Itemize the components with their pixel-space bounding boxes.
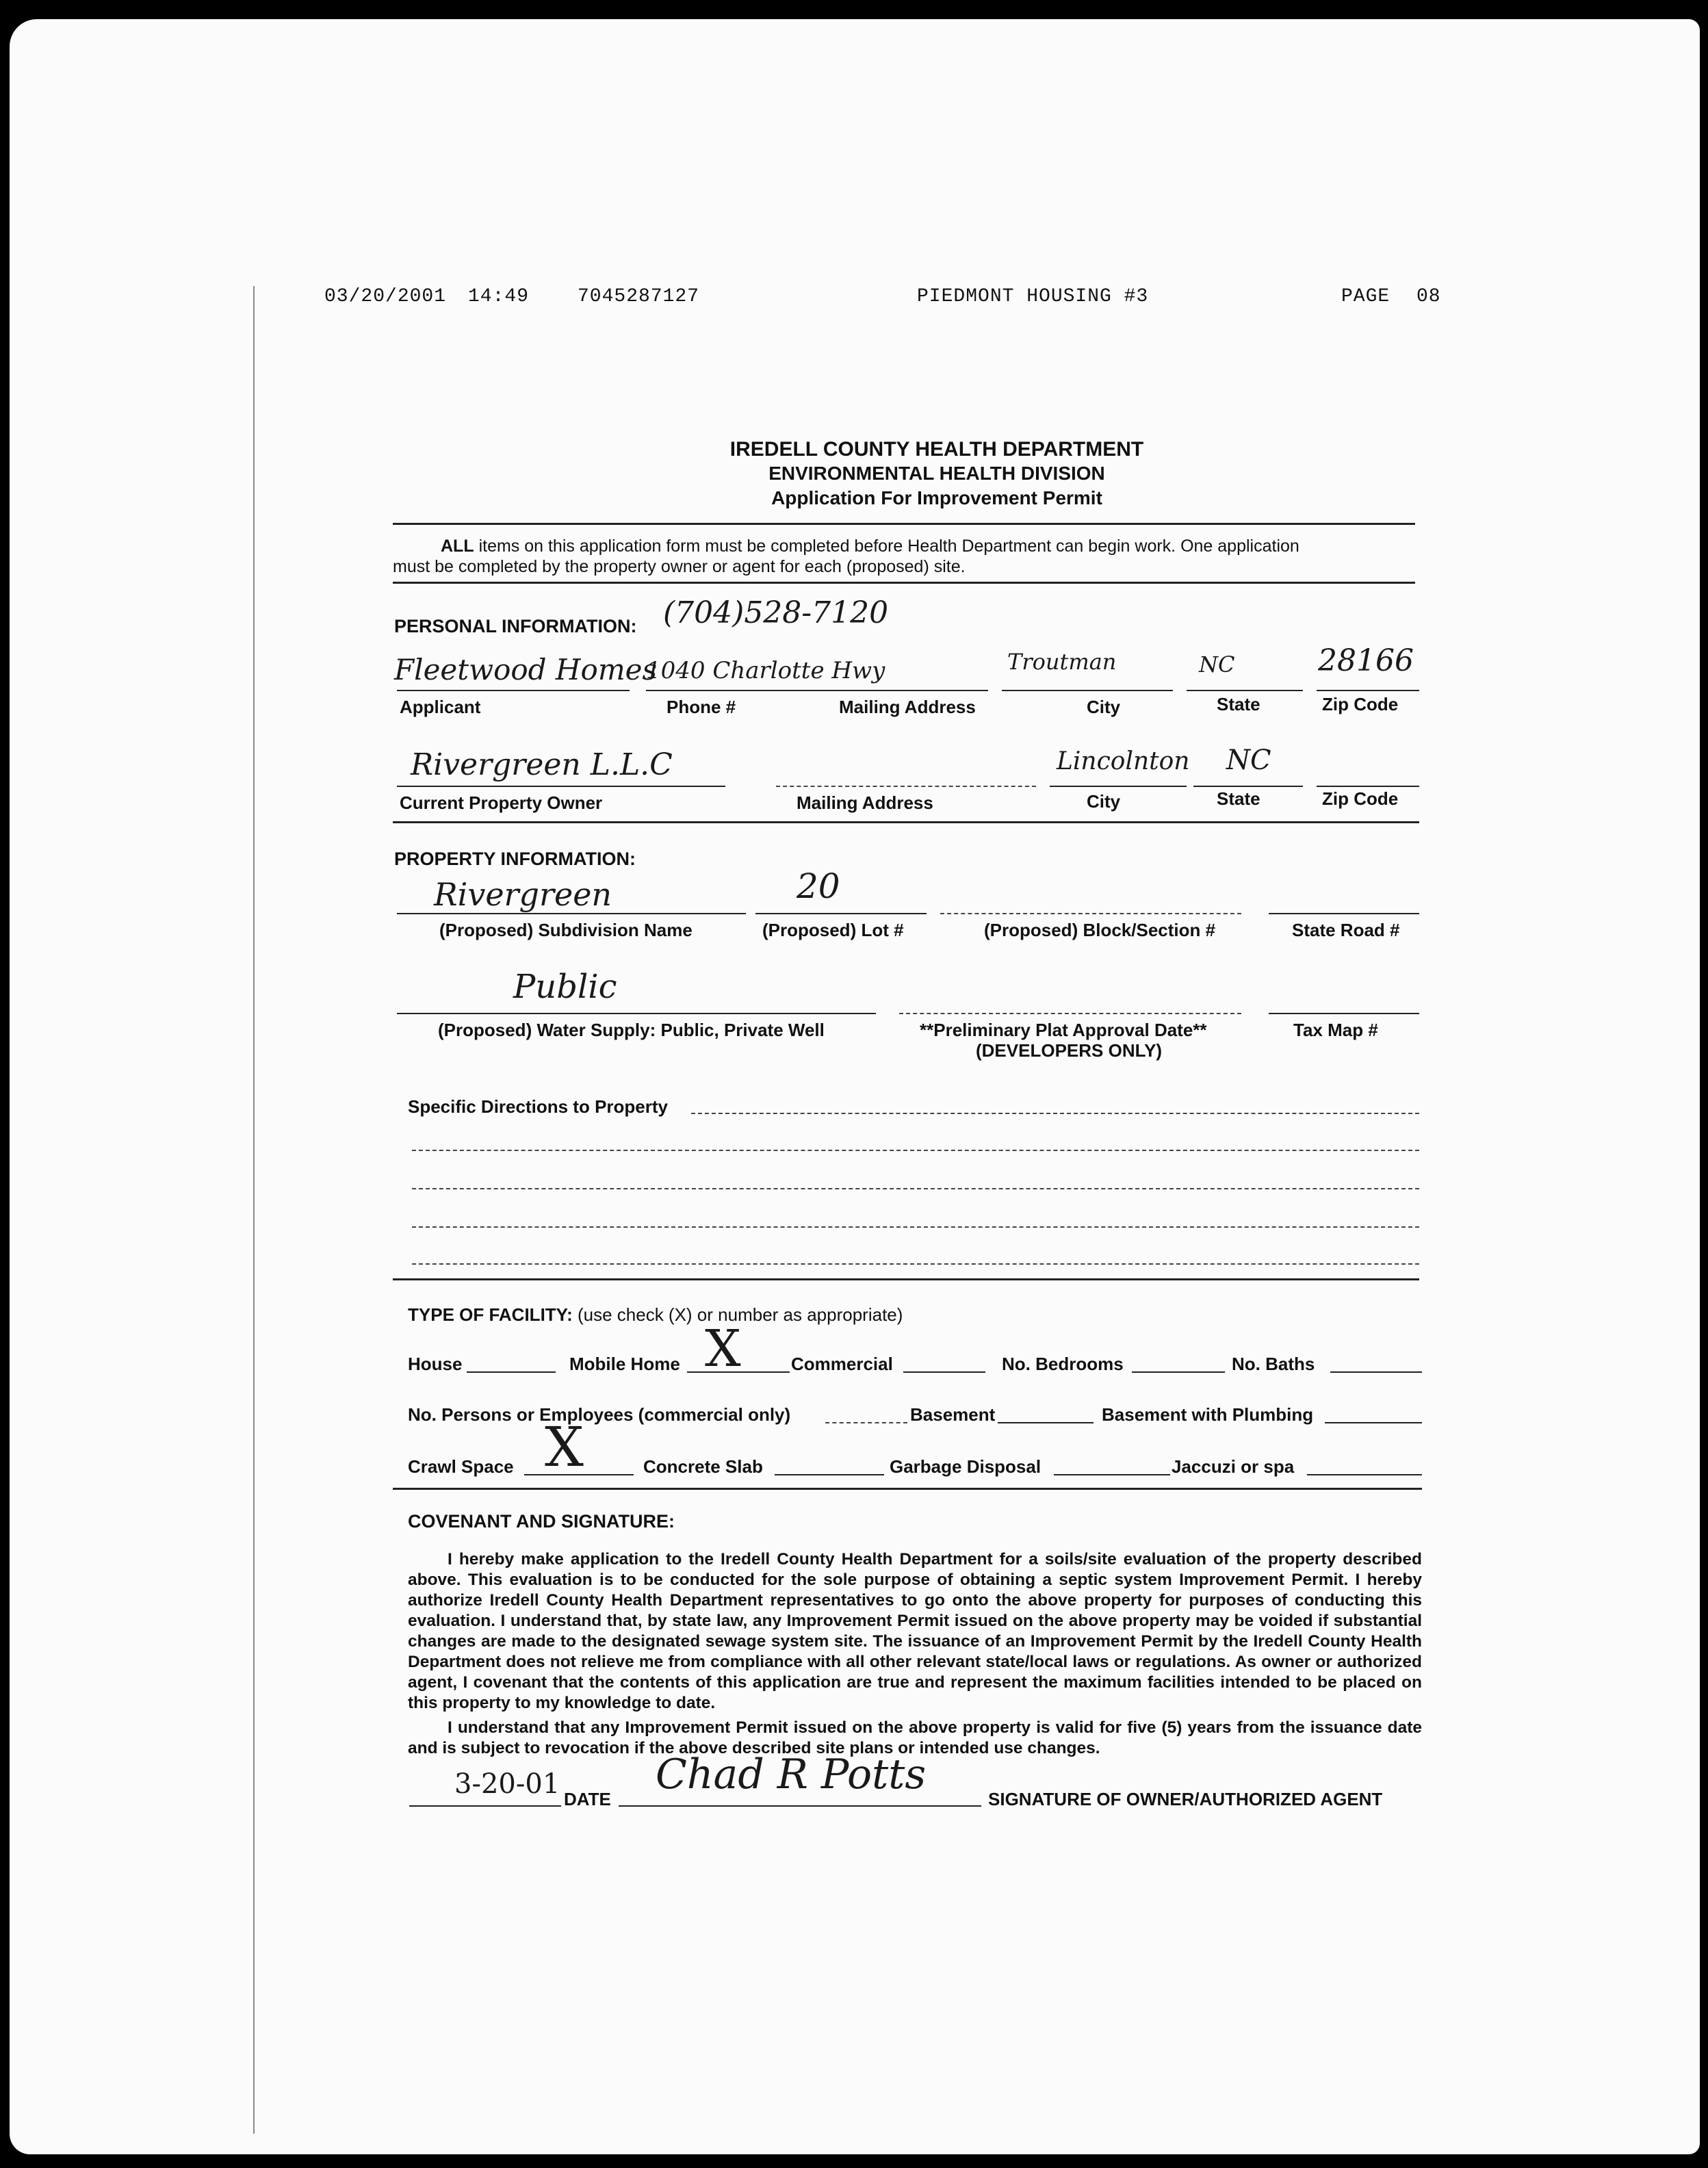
- address-handwritten: 1040 Charlotte Hwy: [646, 657, 885, 684]
- crawl-space-check: X: [545, 1415, 584, 1479]
- facility-heading-row: [408, 1304, 903, 1326]
- zip-handwritten: 28166: [1318, 643, 1414, 678]
- basement-rule: [998, 1422, 1094, 1423]
- intro-line-1: items on this application form must be completed before Health Department can begin work. One application: [478, 537, 1299, 556]
- applicant-rule: [397, 690, 630, 691]
- owner-handwritten: Rivergreen L.L.C: [411, 747, 673, 782]
- directions-rule-3: [412, 1188, 1419, 1189]
- jaccuzi-rule: [1307, 1474, 1422, 1475]
- title-application: Application For Improvement Permit: [771, 487, 1102, 508]
- label-jaccuzi: Jaccuzi or spa: [1172, 1456, 1295, 1477]
- lot-handwritten: 20: [797, 866, 840, 906]
- label-directions: Specific Directions to Property: [408, 1096, 668, 1117]
- block-rule: [940, 913, 1241, 914]
- intro-all: ALL: [441, 537, 474, 556]
- intro-text-1: [441, 537, 1299, 556]
- label-date: DATE: [564, 1789, 611, 1809]
- label-lot: (Proposed) Lot #: [762, 920, 904, 940]
- subdivision-rule: [397, 913, 746, 914]
- label-owner-mailing: Mailing Address: [797, 792, 933, 813]
- fax-page: [10, 19, 1700, 2154]
- city-handwritten: Troutman: [1007, 649, 1117, 675]
- owner-state-rule: [1193, 786, 1303, 787]
- concrete-slab-rule: [775, 1474, 884, 1475]
- directions-rule-1: [691, 1113, 1419, 1114]
- label-persons: No. Persons or Employees (commercial only): [408, 1404, 791, 1425]
- label-state: State: [1217, 694, 1260, 714]
- covenant-paragraph-1: I hereby make application to the Iredell County Health Department for a soils/site evaluation of the property described above. This evaluation is to be conducted for the sole purpose of obtaining a septic system Improvement Permit. I hereby authorize Iredell County Health Department representatives to go onto the above property for purposes of conducting this evaluation. I understand that, by state law, any Improvement Permit issued on the above property may be voided if substantial changes are made to the designated sewage system site. The issuance of an Improvement Permit by the Iredell County Health Department does not relieve me from compliance with all other relevant state/local laws or regulations. As owner or authorized agent, I covenant that the contents of this application are true and represent the maximum facilities intended to be placed on this property to my knowledge to date.: [408, 1550, 1422, 1712]
- personal-heading: PERSONAL INFORMATION:: [394, 616, 637, 636]
- facility-instructions: (use check (X) or number as appropriate): [577, 1304, 903, 1325]
- fax-sender: PIEDMONT HOUSING #3: [917, 286, 1149, 307]
- fax-time: 14:49: [468, 286, 530, 307]
- intro-line-2: must be completed by the property owner or agent for each (proposed) site.: [393, 557, 966, 576]
- subdivision-handwritten: Rivergreen: [434, 876, 612, 913]
- left-margin-line: [253, 286, 255, 2134]
- directions-rule-4: [412, 1226, 1419, 1228]
- city-rule: [1002, 690, 1173, 691]
- water-handwritten: Public: [513, 968, 617, 1006]
- title-division: ENVIRONMENTAL HEALTH DIVISION: [768, 463, 1105, 484]
- label-concrete-slab: Concrete Slab: [643, 1456, 763, 1477]
- date-handwritten: 3-20-01: [454, 1768, 560, 1800]
- signature-handwritten: Chad R Potts: [656, 1751, 927, 1798]
- state-handwritten: NC: [1199, 651, 1235, 678]
- phone-rule: [646, 690, 988, 691]
- label-subdivision: (Proposed) Subdivision Name: [439, 920, 693, 940]
- intro-top-rule: [393, 523, 1415, 525]
- facility-heading: TYPE OF FACILITY:: [408, 1304, 573, 1325]
- label-phone: Phone #: [667, 697, 736, 717]
- label-state-road: State Road #: [1292, 920, 1400, 940]
- label-garbage-disposal: Garbage Disposal: [890, 1456, 1041, 1477]
- facility-bottom-rule: [393, 1488, 1422, 1490]
- owner-zip-rule: [1317, 786, 1419, 787]
- intro-bottom-rule: [393, 582, 1415, 584]
- label-mailing-address: Mailing Address: [839, 697, 976, 717]
- owner-city-handwritten: Lincolnton: [1057, 747, 1190, 775]
- label-zip: Zip Code: [1322, 694, 1399, 714]
- owner-rule: [397, 786, 725, 787]
- signature-rule: [619, 1805, 981, 1807]
- label-bedrooms: No. Bedrooms: [1002, 1354, 1124, 1374]
- phone-handwritten: (704)528-7120: [663, 595, 889, 630]
- applicant-handwritten: Fleetwood Homes: [394, 653, 658, 686]
- label-city: City: [1087, 697, 1121, 717]
- label-developers-only: (DEVELOPERS ONLY): [976, 1040, 1163, 1061]
- owner-address-rule: [776, 786, 1036, 787]
- baths-rule: [1330, 1371, 1422, 1373]
- label-mobile-home: Mobile Home: [569, 1354, 680, 1374]
- property-bottom-rule: [393, 1278, 1419, 1280]
- label-commercial: Commercial: [791, 1354, 893, 1374]
- persons-rule: [825, 1422, 907, 1423]
- property-heading: PROPERTY INFORMATION:: [394, 849, 636, 869]
- taxmap-rule: [1269, 1013, 1419, 1014]
- house-rule: [467, 1371, 556, 1373]
- label-house: House: [408, 1354, 463, 1374]
- mobile-home-check: X: [705, 1319, 741, 1378]
- label-owner-zip: Zip Code: [1322, 788, 1399, 809]
- label-tax-map: Tax Map #: [1293, 1020, 1378, 1040]
- label-owner-city: City: [1087, 791, 1121, 812]
- owner-state-handwritten: NC: [1226, 745, 1271, 776]
- label-baths: No. Baths: [1232, 1354, 1315, 1374]
- fax-page-number: 08: [1416, 286, 1441, 307]
- label-basement-plumbing: Basement with Plumbing: [1102, 1404, 1314, 1425]
- label-plat-date: **Preliminary Plat Approval Date**: [920, 1020, 1207, 1040]
- covenant-heading: COVENANT AND SIGNATURE:: [408, 1511, 675, 1532]
- label-applicant: Applicant: [400, 697, 481, 717]
- directions-rule-5: [412, 1263, 1419, 1265]
- fax-page-label: PAGE: [1341, 286, 1390, 307]
- lot-rule: [755, 913, 927, 914]
- fax-phone: 7045287127: [578, 286, 700, 307]
- basement-plumbing-rule: [1325, 1422, 1422, 1423]
- commercial-rule: [903, 1371, 985, 1373]
- state-rule: [1187, 690, 1303, 691]
- garbage-disposal-rule: [1054, 1474, 1170, 1475]
- bedrooms-rule: [1132, 1371, 1225, 1373]
- water-rule: [397, 1013, 876, 1014]
- plat-rule: [899, 1013, 1241, 1014]
- fax-date: 03/20/2001: [324, 286, 447, 307]
- road-rule: [1269, 913, 1419, 914]
- label-basement: Basement: [910, 1404, 996, 1425]
- label-current-owner: Current Property Owner: [400, 792, 603, 813]
- covenant-paragraph-2: I understand that any Improvement Permit issued on the above property is valid for five (5) years from the issuance date and is subject to revocation if the above described site plans or intended use changes.: [408, 1718, 1422, 1757]
- zip-rule: [1317, 690, 1419, 691]
- label-owner-state: State: [1217, 788, 1260, 809]
- date-rule: [409, 1805, 561, 1807]
- label-crawl-space: Crawl Space: [408, 1456, 514, 1477]
- label-signature: SIGNATURE OF OWNER/AUTHORIZED AGENT: [988, 1789, 1383, 1809]
- personal-bottom-rule: [393, 821, 1419, 823]
- title-department: IREDELL COUNTY HEALTH DEPARTMENT: [729, 438, 1144, 461]
- owner-city-rule: [1050, 786, 1187, 787]
- label-water-supply: (Proposed) Water Supply: Public, Private Well: [438, 1020, 825, 1040]
- label-block: (Proposed) Block/Section #: [984, 920, 1216, 940]
- directions-rule-2: [412, 1150, 1419, 1151]
